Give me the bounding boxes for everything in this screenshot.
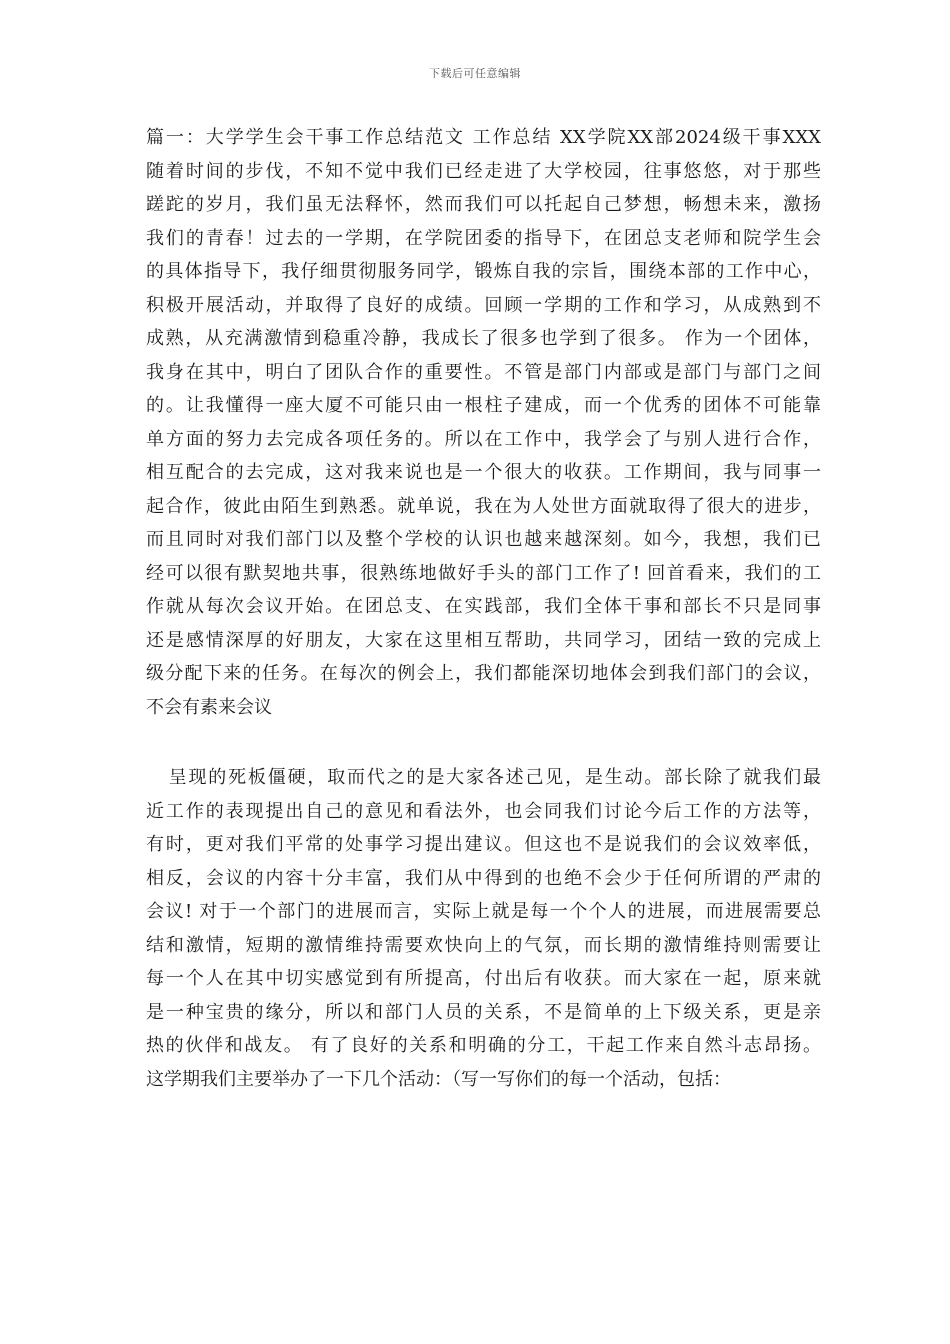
paragraph-2 (146, 761, 821, 1096)
page-header: 下载后可任意编辑 (429, 67, 521, 80)
text-line: 每一个人在其中切实感觉到有所提高，付出后有收获。而大家在一起，原来就 (146, 968, 821, 989)
text-line: 不会有素来会议 (146, 696, 272, 718)
text-line: 作就从每次会议开始。在团总支、在实践部，我们全体干事和部长不只是同事 (146, 596, 821, 617)
text-line: 呈现的死板僵硬，取而代之的是大家各述己见，是生动。部长除了就我们最 (146, 767, 821, 788)
text-line: 结和激情，短期的激情维持需要欢快向上的气氛，而长期的激情维持则需要让 (146, 934, 821, 956)
text-line: 这学期我们主要举办了一下几个活动：（写一写你们的每一个活动，包括： (146, 1068, 731, 1090)
text-line: 而且同时对我们部门以及整个学校的认识也越来越深刻。如今，我想，我们已 (146, 529, 821, 550)
text-line: 会议! 对于一个部门的进展而言，实际上就是每一个个人的进展，而进展需要总 (146, 901, 821, 922)
text-line: 热的伙伴和战友。 有了良好的关系和明确的分工，干起工作来自然斗志昂扬。 (146, 1035, 821, 1056)
text-line: 是一种宝贵的缘分，所以和部门人员的关系，不是简单的上下级关系，更是亲 (146, 1001, 821, 1023)
paragraph-1 (146, 121, 821, 724)
document-body (146, 121, 821, 1096)
text-line: 有时，更对我们平常的处事学习提出建议。但这也不是说我们的会议效率低， (146, 834, 821, 855)
text-line: 随着时间的步伐，不知不觉中我们已经走进了大学校园，往事悠悠，对于那些 (146, 160, 821, 182)
text-line: 起合作，彼此由陌生到熟悉。就单说，我在为人处世方面就取得了很大的进步， (146, 495, 821, 517)
text-line: 级分配下来的任务。在每次的例会上，我们都能深切地体会到我们部门的会议， (146, 663, 821, 684)
text-line: 单方面的努力去完成各项任务的。所以在工作中，我学会了与别人进行合作， (146, 428, 821, 450)
text-line: 蹉跎的岁月，我们虽无法释怀，然而我们可以托起自己梦想，畅想未来，激扬 (146, 194, 821, 215)
text-line: 经可以很有默契地共事，很熟练地做好手头的部门工作了! 回首看来，我们的工 (146, 562, 821, 584)
text-line: 相反，会议的内容十分丰富，我们从中得到的也绝不会少于任何所谓的严肃的 (146, 867, 821, 889)
text-line: 近工作的表现提出自己的意见和看法外，也会同我们讨论今后工作的方法等， (146, 800, 821, 822)
text-line: 相互配合的去完成，这对我来说也是一个很大的收获。工作期间，我与同事一 (146, 462, 821, 483)
text-line: 我们的青春！过去的一学期，在学院团委的指导下，在团总支老师和院学生会 (146, 227, 821, 249)
text-line: 的具体指导下，我仔细贯彻服务同学，锻炼自我的宗旨，围绕本部的工作中心， (146, 261, 821, 282)
text-line: 篇一：大学学生会干事工作总结范文 工作总结 XX学院XX部2024级干事XXX (146, 127, 821, 148)
text-line: 的。让我懂得一座大厦不可能只由一根柱子建成，而一个优秀的团体不可能靠 (146, 395, 821, 416)
text-line: 我身在其中，明白了团队合作的重要性。不管是部门内部或是部门与部门之间 (146, 361, 821, 383)
text-line: 成熟，从充满激情到稳重冷静，我成长了很多也学到了很多。 作为一个团体， (146, 328, 821, 349)
paragraph-gap (146, 724, 821, 761)
text-line: 积极开展活动，并取得了良好的成绩。回顾一学期的工作和学习，从成熟到不 (146, 294, 821, 316)
text-line: 还是感情深厚的好朋友，大家在这里相互帮助，共同学习，团结一致的完成上 (146, 629, 821, 651)
